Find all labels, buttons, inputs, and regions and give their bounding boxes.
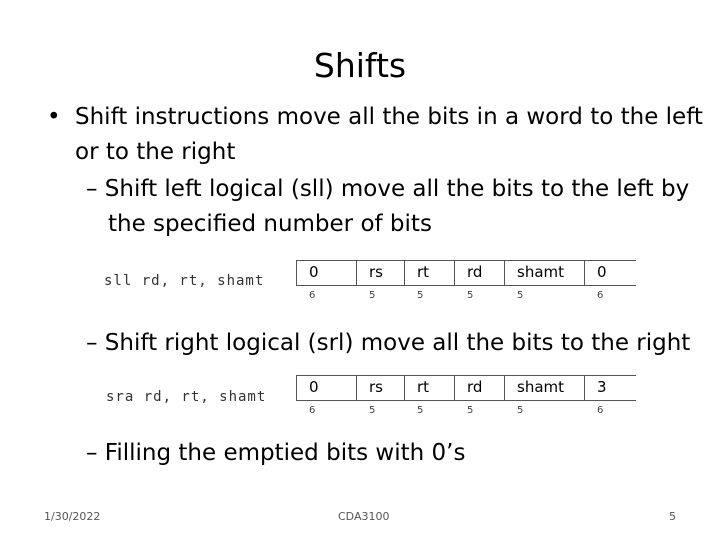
format-field-bits: 5 — [417, 405, 424, 416]
format-field-bits: 5 — [517, 290, 524, 301]
format-field-name: 0 — [597, 263, 607, 281]
format-field-bits: 6 — [309, 290, 316, 301]
footer-page-number: 5 — [669, 510, 676, 523]
format-field-cell — [454, 375, 505, 416]
format-field-name: rd — [467, 263, 483, 281]
format-field-name: rt — [417, 378, 430, 396]
format-field-cell — [404, 260, 455, 301]
format-field-cell — [584, 375, 637, 416]
format-field-name: rt — [417, 263, 430, 281]
format-field-bits: 5 — [517, 405, 524, 416]
sll-instruction-format — [296, 260, 636, 308]
sra-instruction-format — [296, 375, 636, 423]
sub-bullet-sll-line2: the specified number of bits — [108, 211, 432, 237]
bullet1-line1: Shift instructions move all the bits in a word to the left — [75, 104, 703, 130]
format-field-name: shamt — [517, 263, 565, 281]
sub-bullet-sll-line1: – Shift left logical (sll) move all the bits to the left by — [86, 176, 690, 202]
format-field-cell — [296, 260, 357, 301]
format-field-cell — [454, 260, 505, 301]
format-field-cell — [504, 260, 585, 301]
format-field-bits: 5 — [369, 405, 376, 416]
sll-syntax: sll rd, rt, shamt — [104, 273, 265, 289]
format-field-name: rd — [467, 378, 483, 396]
format-field-name: 0 — [309, 378, 319, 396]
format-field-bits: 5 — [417, 290, 424, 301]
format-field-bits: 6 — [597, 405, 604, 416]
format-field-name: 3 — [597, 378, 607, 396]
slide-title: Shifts — [313, 46, 407, 85]
format-field-name: 0 — [309, 263, 319, 281]
format-field-name: rs — [369, 378, 383, 396]
footer-course: CDA3100 — [338, 510, 390, 523]
format-field-cell — [296, 375, 357, 416]
sra-syntax: sra rd, rt, shamt — [106, 389, 267, 405]
format-field-cell — [404, 375, 455, 416]
sub-bullet-srl: – Shift right logical (srl) move all the bits to the right — [86, 330, 691, 356]
bullet1-line2: or to the right — [75, 139, 236, 165]
bullet-marker: • — [47, 104, 61, 130]
format-field-cell — [356, 375, 405, 416]
format-field-name: rs — [369, 263, 383, 281]
format-field-name: shamt — [517, 378, 565, 396]
format-field-cell — [356, 260, 405, 301]
format-field-bits: 5 — [369, 290, 376, 301]
format-field-bits: 5 — [467, 405, 474, 416]
format-field-cell — [504, 375, 585, 416]
sub-bullet-filling: – Filling the emptied bits with 0’s — [86, 440, 466, 466]
footer-date: 1/30/2022 — [44, 510, 101, 523]
format-field-bits: 6 — [597, 290, 604, 301]
format-field-bits: 5 — [467, 290, 474, 301]
format-field-cell — [584, 260, 637, 301]
format-field-bits: 6 — [309, 405, 316, 416]
